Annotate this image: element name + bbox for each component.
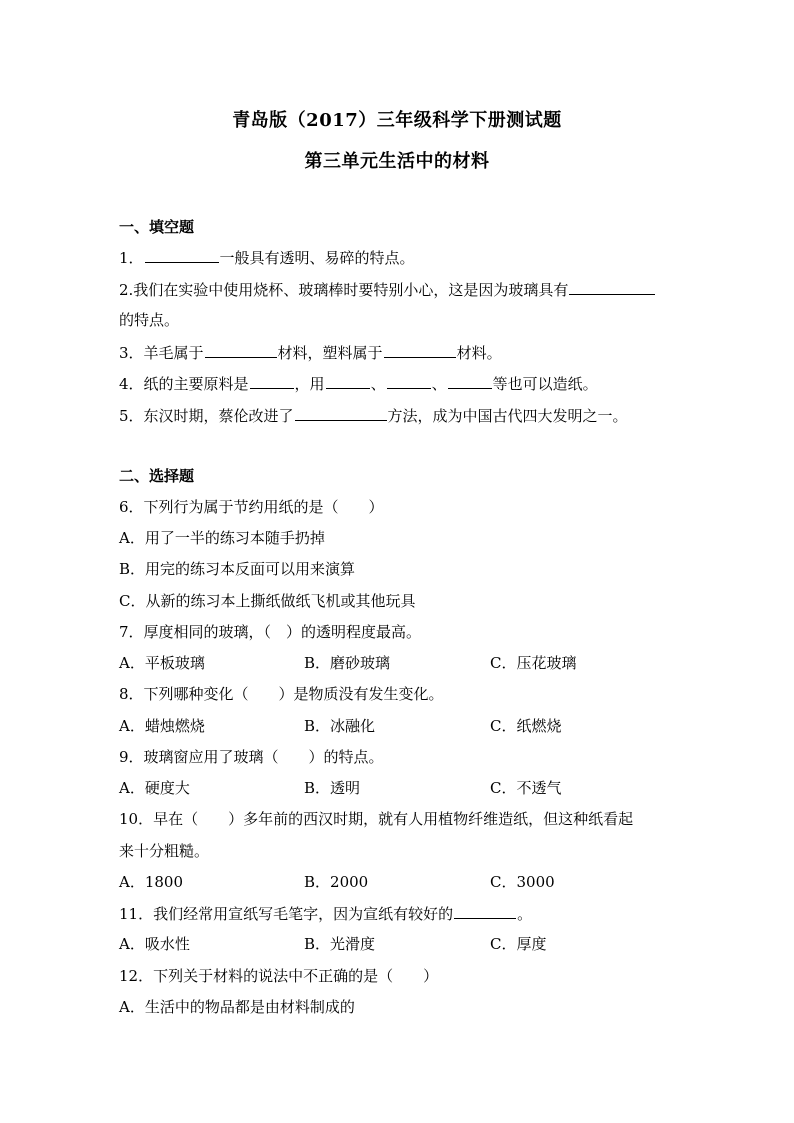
question-9-option-c[interactable]: C．不透气 [490,779,562,797]
answer-blank[interactable] [448,373,492,389]
question-2 [119,279,656,300]
question-2-continuation [119,310,179,330]
question-8-option-c[interactable]: C．纸燃烧 [490,717,562,735]
question-6-option-a[interactable]: A．用了一半的练习本随手扔掉 [119,529,325,547]
answer-blank[interactable] [295,405,387,421]
question-1 [119,247,415,268]
question-4-text-b: ，用 [294,375,325,393]
question-1-number: 1． [119,249,144,267]
question-4-text-a: 4．纸的主要原料是 [119,375,249,393]
question-5 [119,405,628,426]
answer-blank[interactable] [387,373,431,389]
question-10-stem-continuation: 来十分粗糙。 [119,842,210,860]
question-4-sep-2: 、 [431,375,447,393]
answer-blank[interactable] [454,903,516,919]
question-12-stem: 12．下列关于材料的说法中不正确的是（ ） [119,967,439,985]
question-8-stem: 8．下列哪种变化（ ）是物质没有发生变化。 [119,685,444,703]
question-11-option-b[interactable]: B．光滑度 [304,935,376,953]
question-3-text-b: 材料，塑料属于 [277,344,383,362]
question-8-option-a[interactable]: A．蜡烛燃烧 [119,717,205,735]
answer-blank[interactable] [569,279,655,295]
question-4-text-c: 等也可以造纸。 [492,375,598,393]
question-7-option-a[interactable]: A．平板玻璃 [119,654,205,672]
question-3-text-c: 材料。 [456,344,502,362]
question-4 [119,373,598,394]
section-heading-multiple-choice: 二、选择题 [119,467,195,485]
question-9-stem: 9．玻璃窗应用了玻璃（ ）的特点。 [119,748,384,766]
section-heading-fill-blank: 一、填空题 [119,218,195,236]
question-7-stem: 7．厚度相同的玻璃，（ ）的透明程度最高。 [119,623,422,641]
question-3-text-a: 3．羊毛属于 [119,344,204,362]
answer-blank[interactable] [205,342,277,358]
page-subtitle: 第三单元生活中的材料 [304,151,490,172]
answer-blank[interactable] [326,373,370,389]
question-3 [119,342,502,363]
question-11-text-b: 。 [517,905,533,923]
question-10-option-a[interactable]: A．1800 [119,873,184,891]
question-12-option-a[interactable]: A．生活中的物品都是由材料制成的 [119,998,355,1016]
question-10-option-c[interactable]: C．3000 [490,873,555,891]
question-2-text: 2.我们在实验中使用烧杯、玻璃棒时要特别小心，这是因为玻璃具有 [119,281,569,299]
question-11-option-a[interactable]: A．吸水性 [119,935,190,953]
question-9-option-b[interactable]: B．透明 [304,779,361,797]
question-2-cont-text: 的特点。 [119,311,180,329]
answer-blank[interactable] [250,373,294,389]
question-6-option-c[interactable]: C．从新的练习本上撕纸做纸飞机或其他玩具 [119,592,416,610]
question-7-option-c[interactable]: C．压花玻璃 [490,654,577,672]
question-6-stem: 6．下列行为属于节约用纸的是（ ） [119,498,384,516]
question-6-option-b[interactable]: B．用完的练习本反面可以用来演算 [119,560,356,578]
question-10-option-b[interactable]: B．2000 [304,873,369,891]
page-title: 青岛版（2017）三年级科学下册测试题 [232,110,562,131]
question-8-option-b[interactable]: B．冰融化 [304,717,376,735]
question-4-sep-1: 、 [370,375,386,393]
question-9-option-a[interactable]: A．硬度大 [119,779,190,797]
question-5-text-b: 方法，成为中国古代四大发明之一。 [387,407,628,425]
question-1-text: 一般具有透明、易碎的特点。 [219,249,415,267]
question-11-option-c[interactable]: C．厚度 [490,935,547,953]
question-11-text-a: 11．我们经常用宣纸写毛笔字，因为宣纸有较好的 [119,905,454,923]
question-10-stem: 10．早在（ ）多年前的西汉时期，就有人用植物纤维造纸，但这种纸看起 [119,810,634,828]
question-11-stem [119,903,532,924]
question-7-option-b[interactable]: B．磨砂玻璃 [304,654,391,672]
answer-blank[interactable] [384,342,456,358]
answer-blank[interactable] [145,247,219,263]
question-5-text-a: 5．东汉时期，蔡伦改进了 [119,407,294,425]
